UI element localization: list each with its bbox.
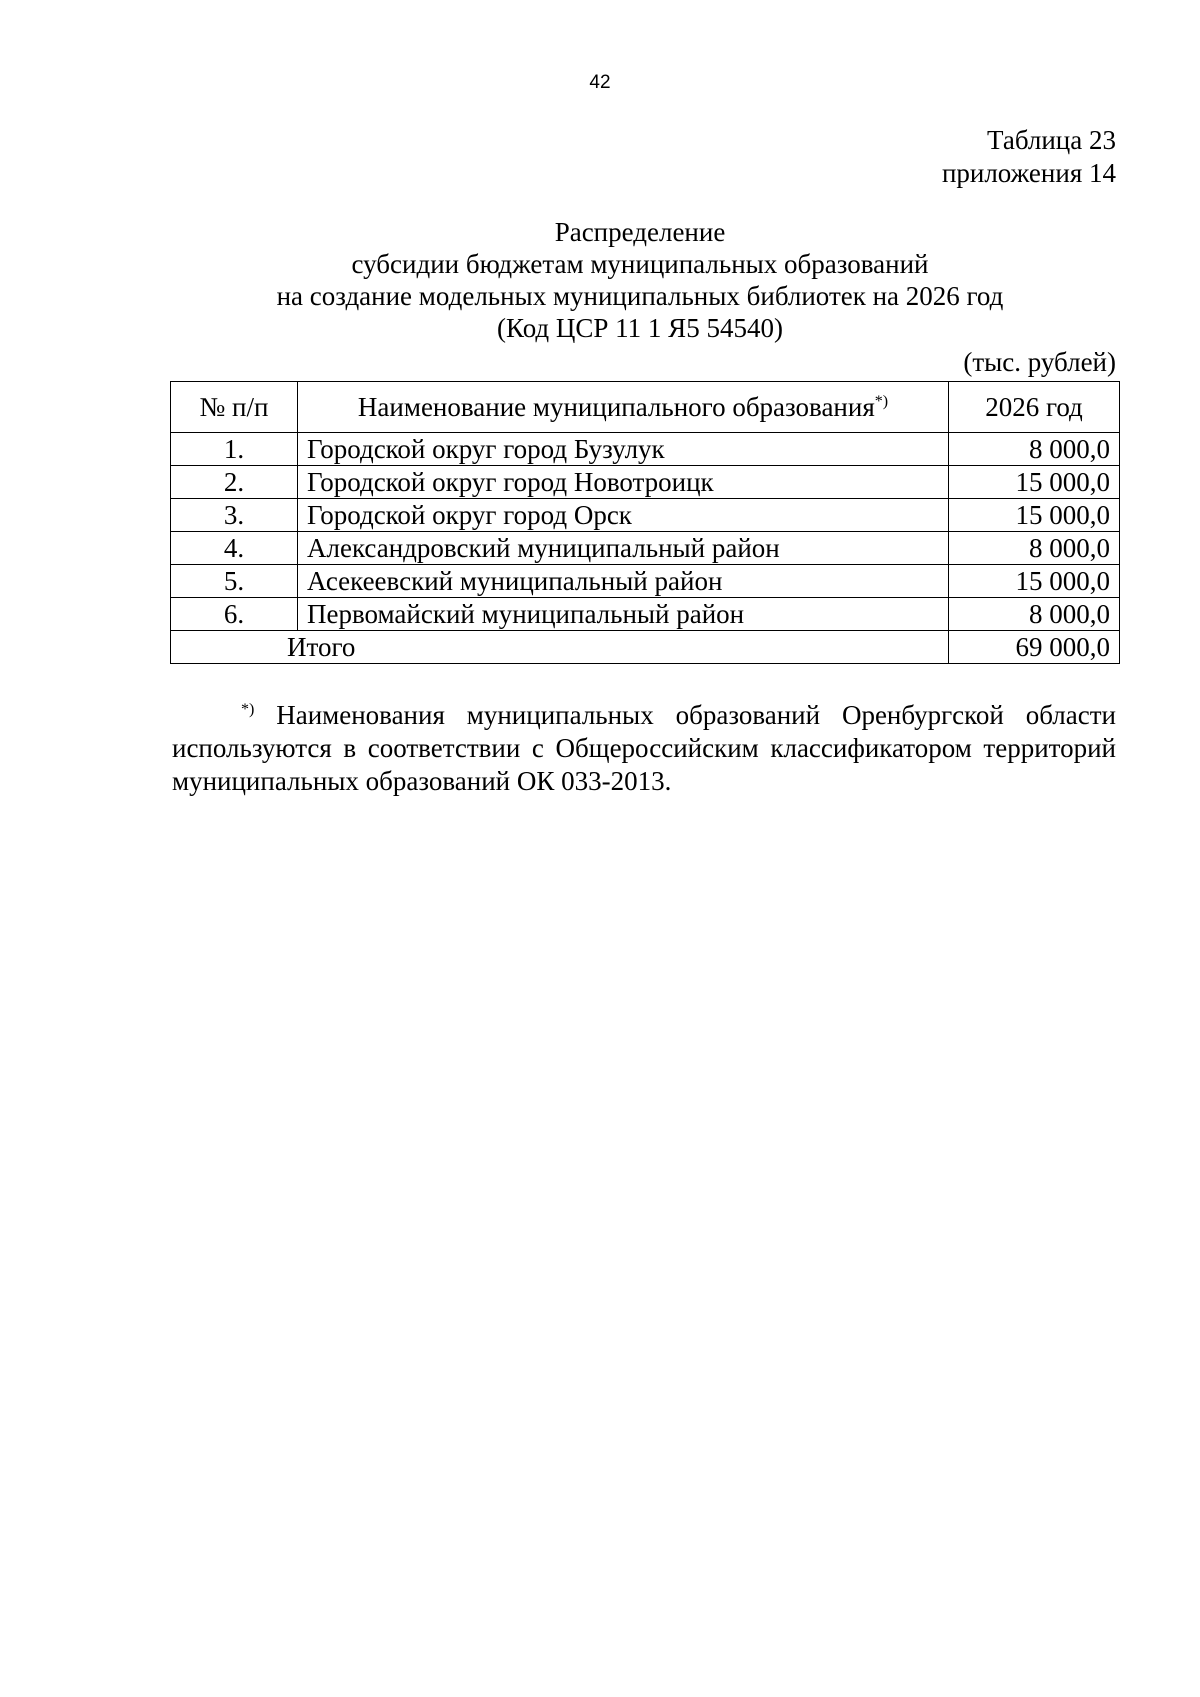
row-value: 8 000,0 — [949, 598, 1120, 631]
units-label: (тыс. рублей) — [963, 347, 1116, 377]
heading-line1: Распределение — [554, 217, 726, 247]
distribution-table — [170, 381, 1120, 664]
row-value: 15 000,0 — [949, 565, 1120, 598]
row-number: 4. — [171, 532, 298, 565]
table-row — [171, 466, 1120, 499]
table-row — [171, 565, 1120, 598]
footnote-mark: *) — [241, 701, 255, 718]
row-number: 5. — [171, 565, 298, 598]
row-name: Асекеевский муниципальный район — [298, 565, 949, 598]
row-value: 8 000,0 — [949, 532, 1120, 565]
row-name: Городской округ город Новотроицк — [298, 466, 949, 499]
footnote-text: Наименования муниципальных образований Оренбургской области используются в соответствии с Общероссийским классификатором территорий муниципальных образований ОК 033-2013. — [172, 700, 1116, 796]
header-name-text: Наименование муниципального образования — [357, 391, 875, 422]
row-value: 15 000,0 — [949, 499, 1120, 532]
row-value: 15 000,0 — [949, 466, 1120, 499]
table-reference-line1: Таблица 23 — [987, 125, 1116, 155]
table-row — [171, 499, 1120, 532]
row-number: 2. — [171, 466, 298, 499]
row-name: Александровский муниципальный район — [298, 532, 949, 565]
heading-line4: (Код ЦСР 11 1 Я5 54540) — [497, 313, 783, 343]
heading-line3: на создание модельных муниципальных библиотек на 2026 год — [276, 281, 1004, 311]
header-year: 2026 год — [949, 382, 1120, 433]
table-row — [171, 598, 1120, 631]
document-heading — [170, 216, 1110, 344]
table-total-row — [171, 631, 1120, 664]
row-number: 3. — [171, 499, 298, 532]
row-value: 8 000,0 — [949, 433, 1120, 466]
heading-line2: субсидии бюджетам муниципальных образований — [351, 249, 929, 279]
page-number: 42 — [589, 72, 611, 93]
table-header-row — [171, 382, 1120, 433]
total-value: 69 000,0 — [949, 631, 1120, 664]
row-number: 6. — [171, 598, 298, 631]
table-reference-line2: приложения 14 — [941, 158, 1116, 188]
row-name: Первомайский муниципальный район — [298, 598, 949, 631]
total-label: Итого — [171, 631, 949, 664]
header-footnote-mark: *) — [874, 392, 889, 410]
row-name: Городской округ город Бузулук — [298, 433, 949, 466]
row-name: Городской округ город Орск — [298, 499, 949, 532]
header-number: № п/п — [171, 382, 298, 433]
row-number: 1. — [171, 433, 298, 466]
header-name — [298, 382, 949, 433]
table-row — [171, 532, 1120, 565]
table-row — [171, 433, 1120, 466]
table-reference — [942, 124, 1116, 190]
footnote — [172, 699, 1116, 798]
